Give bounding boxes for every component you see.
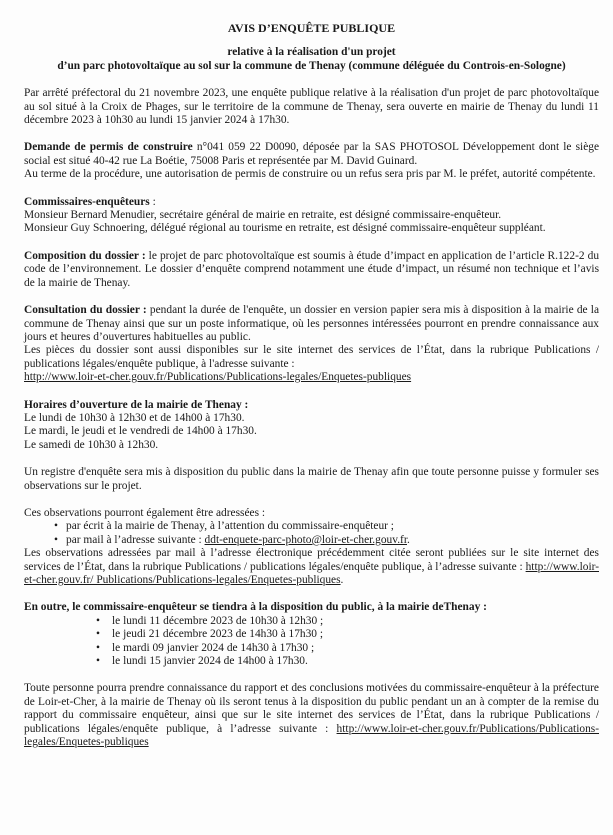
observations-intro: Ces observations pourront également être adressées : xyxy=(24,506,266,519)
commissaires-heading: Commissaires-enquêteurs xyxy=(24,195,150,208)
observations-paragraph xyxy=(24,547,599,587)
consultation-text-2: Les pièces du dossier sont aussi disponibles sur le site internet des services de l’État, dans la rubrique Publications / publications légales/enquête publique, à l'adresse suivante : xyxy=(24,344,599,370)
commissaires-title xyxy=(24,196,599,209)
notice-subtitle-1: relative à la réalisation d'un projet xyxy=(227,46,396,59)
registre-paragraph: Un registre d'enquête sera mis à disposition du public dans la mairie de Thenay afin que toute personne puisse y formuler ses observations sur le projet. xyxy=(24,466,599,492)
commissaire-suppleant: Monsieur Guy Schnoering, délégué régional au tourisme en retraite, est désigné commissaire-enquêteur suppléant. xyxy=(24,222,546,235)
conclusion-section xyxy=(24,682,599,749)
mail-link[interactable]: ddt-enquete-parc-photo@loir-et-cher.gouv.fr xyxy=(204,533,407,546)
commissaire-titulaire: Monsieur Bernard Menudier, secrétaire général de mairie en retraite, est désigné commissaire-enquêteur. xyxy=(24,209,502,222)
notice-title: AVIS D’ENQUÊTE PUBLIQUE xyxy=(227,21,396,35)
list-item: • le jeudi 21 décembre 2023 de 14h30 à 17h30 ; xyxy=(24,628,599,641)
composition-paragraph xyxy=(24,250,599,290)
permanences-heading: En outre, le commissaire-enquêteur se tiendra à la disposition du public, à la mairie deThenay : xyxy=(24,601,487,614)
observations-section xyxy=(24,507,599,587)
consultation-paragraph xyxy=(24,304,599,344)
horaires-line: Le mardi, le jeudi et le vendredi de 14h00 à 17h30. xyxy=(24,425,257,438)
list-item: • le lundi 11 décembre 2023 de 10h30 à 12h30 ; xyxy=(24,615,599,628)
mail-suffix: . xyxy=(407,533,410,546)
observations-link[interactable]: http://www.loir-et-cher.gouv.fr/ Publications/Publications-legales/Enquetes-publiques xyxy=(24,560,599,586)
permanences-section xyxy=(24,601,599,668)
permis-heading: Demande de permis de construire xyxy=(24,141,193,154)
conclusion-paragraph xyxy=(24,682,599,749)
composition-heading: Composition du dossier : xyxy=(24,249,146,262)
consultation-link[interactable]: http://www.loir-et-cher.gouv.fr/Publications/Publications-legales/Enquetes-publiques xyxy=(24,371,412,384)
observations-text: Les observations adressées par mail à l’adresse électronique précédemment citée seront publiées sur le site internet des services de l’État, dans la rubrique Publications / publications légales/enquête publique, à l’adresse suivante : xyxy=(24,547,599,573)
horaires-section xyxy=(24,399,599,453)
permis-paragraph xyxy=(24,141,599,168)
permis-text: n°041 059 22 D0090, déposée par la SAS PHOTOSOL Développement dont le siège social est situé 40-42 rue La Boétie, 75008 Paris et représentée par M. David Guinard. xyxy=(24,141,599,167)
conclusion-text: Toute personne pourra prendre connaissance du rapport et des conclusions motivées du commissaire-enquêteur à la préfecture de Loir-et-Cher, à la mairie de Thenay où ils seront tenus à la disposition du public pendant un an à compter de la remise du rapport du commissaire enquêteur, ainsi que sur le site internet des services de l’État, dans la rubrique Publications / publications légales/enquête publique, à l’adresse suivante : xyxy=(24,682,599,735)
permis-text-2: Au terme de la procédure, une autorisation de permis de construire ou un refus sera pris par M. le préfet, autorité compétente. xyxy=(24,168,596,181)
registre-section xyxy=(24,466,599,493)
horaires-line: Le samedi de 10h30 à 12h30. xyxy=(24,438,159,451)
consultation-section xyxy=(24,304,599,384)
permis-section xyxy=(24,141,599,181)
consultation-heading: Consultation du dossier : xyxy=(24,304,147,317)
observations-list xyxy=(24,520,599,547)
composition-section xyxy=(24,250,599,290)
list-item: • le mardi 09 janvier 2024 de 14h30 à 17h30 ; xyxy=(24,642,599,655)
horaires-heading: Horaires d’ouverture de la mairie de Thenay : xyxy=(24,398,249,411)
list-item xyxy=(24,534,599,547)
permanences-list xyxy=(24,615,599,669)
consultation-link-line xyxy=(24,371,599,384)
notice-subtitle-2: d’un parc photovoltaïque au sol sur la commune de Thenay (commune déléguée du Controis-en-Sologne) xyxy=(57,59,566,72)
commissaires-section xyxy=(24,196,599,236)
list-item: • par écrit à la mairie de Thenay, à l’attention du commissaire-enquêteur ; xyxy=(24,520,599,533)
commissaires-heading-suffix: : xyxy=(149,195,156,208)
list-item: • le lundi 15 janvier 2024 de 14h00 à 17h30. xyxy=(24,655,599,668)
observations-link-suffix: . xyxy=(340,574,344,586)
consultation-text: pendant la durée de l'enquête, un dossier en version papier sera mis à disposition à la mairie de la commune de Thenay ainsi que sur un poste informatique, où les personnes intéressées pourront en prendre connaissance aux jours et heures d’ouvertures habituelles au public. xyxy=(24,304,600,343)
conclusion-link[interactable]: http://www.loir-et-cher.gouv.fr/Publications/Publications-legales/Enquetes-publiques xyxy=(24,722,599,749)
mail-prefix: par mail à l’adresse suivante : xyxy=(66,533,205,546)
intro-paragraph: Par arrêté préfectoral du 21 novembre 2023, une enquête publique relative à la réalisation d'un projet de parc photovoltaïque au sol situé à la Croix de Phages, sur le territoire de la commune de Thenay, sera ouverte en mairie de Thenay du lundi 11 décembre 2023 à 10h30 au lundi 15 janvier 2024 à 17h30. xyxy=(24,87,599,127)
composition-text: le projet de parc photovoltaïque est soumis à étude d’impact en application de l’article R.122-2 du code de l’environnement. Le dossier d’enquête comprend notamment une étude d’impact, un résumé non technique et l’avis de la mairie de Thenay. xyxy=(24,249,600,289)
horaires-line: Le lundi de 10h30 à 12h30 et de 14h00 à 17h30. xyxy=(24,411,245,424)
